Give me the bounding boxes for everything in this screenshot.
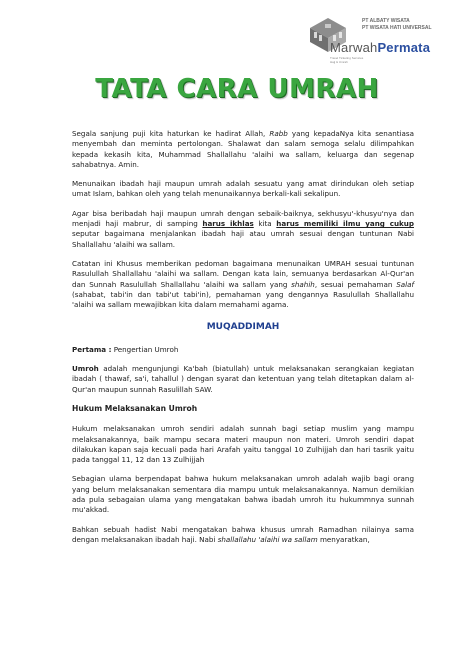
p8-italic: shallallahu 'alaihi wa sallam (217, 534, 318, 544)
p8-text-2: menyaratkan, (317, 534, 370, 544)
p3-text-2: kita (253, 219, 277, 229)
p1-italic: Rabb (269, 129, 288, 138)
intro-paragraph (72, 129, 414, 170)
p4-text-3: (sahabat, tabi'in dan tabi'ut tabi'in), pemahaman yang dengannya Rasulullah Shallallahu 'alaihi wa sallam mewajibkan kita dalam memahami agama. (72, 289, 414, 310)
p4-text: Catatan ini Khusus memberikan pedoman bagaimana menunaikan UMRAH sesuai tuntunan Rasulullah Shallallahu 'alaihi wa sallam. Dengan kata lain, semuanya berdasarkan Al-Qur'an dan Sunnah Rasulullah Shallallahu 'alaihi wa sallam yang (72, 258, 414, 289)
logo-wordmark-part1: Marwah (330, 40, 378, 55)
p4-text-2: , sesuai pemahaman (314, 279, 397, 289)
pertama-label: Pertama : (72, 344, 112, 354)
section-heading-hukum: Hukum Melaksanakan Umroh (72, 403, 198, 413)
logo-subtext-2: Hajj & Umrah (330, 60, 348, 64)
p3-text: Agar bisa beribadah haji maupun umrah dengan sebaik-baiknya, sekhusyu'-khusyu'nya dan menjadi haji mabrur, di samping (72, 208, 414, 229)
logo-wordmark (330, 40, 430, 55)
logo-company-2: PT WISATA HATI UNIVERSAL (362, 25, 432, 31)
paragraph-ulama: Sebagian ulama berpendapat bahwa hukum melaksanakan umroh adalah wajib bagi orang yang belum melaksanakan sementara dia mampu untuk melaksanakannya. Namun demikian ada pula sebagaian ulama yang mengatakan bahwa ibadah umroh itu hukummnya sunnah mu'akkad. (72, 474, 414, 515)
p4-italic-2: Salaf (396, 279, 414, 289)
logo-wordmark-part2: Permata (377, 40, 431, 55)
logo-subtext-1: Travel Ticketing Services (330, 56, 364, 60)
p3-underline-1: harus ikhlas (202, 219, 254, 229)
pertama-line (72, 345, 414, 355)
pertama-text: Pengertian Umroh (111, 344, 179, 354)
p8-text: Bahkan sebuah hadist Nabi mengatakan bahwa khusus umrah Ramadhan nilainya sama dengan melaksanakan ibadah haji. Nabi (72, 524, 414, 544)
company-logo (306, 14, 456, 66)
p4-italic-1: shahih (291, 279, 315, 289)
logo-company-1: PT ALBATY WISATA (362, 18, 410, 24)
section-heading-muqaddimah: MUQADDIMAH (206, 322, 280, 333)
document-body (72, 129, 414, 554)
paragraph-3 (72, 209, 414, 250)
p3-text-3: seputar bagaimana menjalankan ibadah haji atau umrah sesuai dengan tuntunan Nabi Shallallahu 'alaihi wa sallam. (72, 229, 414, 249)
paragraph-hukum: Hukum melaksanakan umroh sendiri adalah sunnah bagi setiap muslim yang mampu melaksanakannya, baik mampu secara materi maupun non materi. Umroh sendiri dapat dilakukan kapan saja kecuali pada hari Arafah yaitu tanggal 10 Zulhijjah dan hari tasrik yaitu pada tanggal 11, 12 dan 13 Zulhijjah (72, 424, 414, 465)
umroh-term: Umroh (72, 364, 99, 374)
paragraph-2: Menunaikan ibadah haji maupun umrah adalah sesuatu yang amat dirindukan oleh setiap umat Islam, bahkan oleh yang telah menunaikannya berkali-kali sekalipun. (72, 179, 414, 199)
p1-text-2: yang kepadaNya kita senantiasa menyembah dan meminta pertolongan. Shalawat dan salam semoga selalu dilimpahkan kepada kekasih kita, Muhammad Shallallahu 'alaihi wa sallam, keluarga dan segenap sahabatnya. Amin. (72, 129, 414, 169)
document-title: TATA CARA UMRAH (95, 74, 379, 104)
p1-text: Segala sanjung puji kita haturkan ke hadirat Allah, (72, 129, 270, 138)
paragraph-hadist (72, 525, 414, 546)
p3-underline-2: harus memiliki ilmu yang cukup (276, 219, 414, 229)
paragraph-4 (72, 259, 414, 310)
umroh-definition-text: adalah mengunjungi Ka'bah (biatullah) untuk melaksanakan serangkaian kegiatan ibadah ( thawaf, sa'i, tahallul ) dengan syarat dan ketentuan yang telah ditetapkan dalam al-Qur'an maupun sunnah Rasulillah SAW. (72, 364, 414, 394)
logo-subtext (330, 56, 363, 64)
paragraph-umroh-definition (72, 364, 414, 395)
